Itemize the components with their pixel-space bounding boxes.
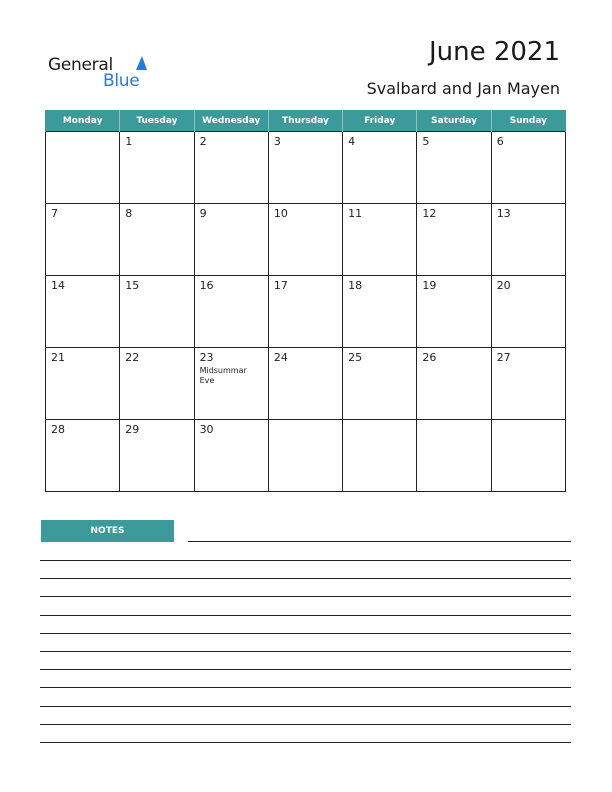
calendar-day-cell[interactable] [268,348,342,420]
weekday-header: Thursday [268,110,342,132]
day-number: 20 [496,279,511,292]
calendar-day-cell[interactable] [194,420,268,492]
calendar-day-cell[interactable] [343,348,417,420]
day-number: 26 [422,351,437,364]
calendar-day-cell[interactable] [46,132,120,204]
weekday-header: Wednesday [194,110,268,132]
day-number: 25 [348,351,363,364]
day-number: 3 [273,135,281,148]
notes-label: NOTES [41,520,174,542]
day-number: 5 [422,135,430,148]
calendar-day-cell[interactable] [268,132,342,204]
notes-line [40,687,571,688]
day-number: 23 [199,351,214,364]
calendar-day-cell[interactable] [417,420,491,492]
calendar-week-row [46,204,566,276]
calendar-day-cell[interactable] [268,204,342,276]
notes-line [40,724,571,725]
day-number: 24 [273,351,288,364]
weekday-header: Monday [46,110,120,132]
day-number: 13 [496,207,511,220]
day-number: 1 [125,135,133,148]
weekday-header: Sunday [491,110,565,132]
calendar-day-cell[interactable] [343,276,417,348]
day-number: 6 [496,135,504,148]
calendar-week-row [46,348,566,420]
page-subtitle: Svalbard and Jan Mayen [366,79,560,98]
day-number: 28 [51,423,65,436]
day-number: 22 [125,351,140,364]
calendar-day-cell[interactable] [120,420,194,492]
calendar-day-cell[interactable] [491,132,565,204]
day-number: 19 [422,279,437,292]
weekday-header: Tuesday [120,110,194,132]
logo-flag-icon [136,56,147,70]
calendar-day-cell[interactable] [46,420,120,492]
calendar-day-cell[interactable] [491,276,565,348]
calendar-day-cell[interactable] [417,348,491,420]
calendar-day-cell[interactable] [491,348,565,420]
day-number: 8 [125,207,133,220]
calendar-day-cell[interactable] [417,276,491,348]
day-number: 4 [348,135,356,148]
notes-line [40,560,571,561]
day-number: 17 [273,279,288,292]
notes-line [40,651,571,652]
calendar-day-cell[interactable] [417,204,491,276]
calendar-day-cell[interactable] [120,348,194,420]
day-number: 12 [422,207,437,220]
calendar-day-cell[interactable] [491,204,565,276]
notes-line [40,742,571,743]
day-number: 10 [273,207,288,220]
calendar-day-cell[interactable] [120,276,194,348]
calendar-day-cell[interactable] [343,204,417,276]
calendar-day-cell[interactable] [194,204,268,276]
calendar-week-row [46,420,566,492]
calendar-day-cell[interactable] [194,348,268,420]
day-number: 7 [51,207,58,220]
calendar-week-row [46,276,566,348]
day-number: 14 [51,279,65,292]
calendar-day-cell[interactable] [268,420,342,492]
day-number: 16 [199,279,214,292]
calendar-day-cell[interactable] [194,132,268,204]
page-title: June 2021 [428,37,560,67]
weekday-header: Friday [343,110,417,132]
calendar-grid [45,110,566,492]
day-number: 11 [348,207,363,220]
calendar-day-cell[interactable] [46,204,120,276]
weekday-header-row [46,110,566,132]
day-number: 2 [199,135,207,148]
calendar-day-cell[interactable] [120,204,194,276]
notes-line [40,633,571,634]
notes-line [188,541,571,542]
calendar-day-cell[interactable] [120,132,194,204]
notes-line [40,596,571,597]
calendar-week-row [46,132,566,204]
calendar-day-cell[interactable] [491,420,565,492]
day-number: 21 [51,351,65,364]
calendar-day-cell[interactable] [417,132,491,204]
calendar-day-cell[interactable] [268,276,342,348]
logo [48,52,148,92]
calendar-day-cell[interactable] [46,348,120,420]
notes-line [40,578,571,579]
notes-line [40,669,571,670]
calendar-day-cell[interactable] [194,276,268,348]
logo-text-general: General [48,55,113,75]
holiday-event: Midsummar Eve [199,366,247,385]
calendar-day-cell[interactable] [343,132,417,204]
day-number: 9 [199,207,207,220]
calendar-day-cell[interactable] [46,276,120,348]
logo-text-blue: Blue [103,71,140,91]
calendar-day-cell[interactable] [343,420,417,492]
day-number: 29 [125,423,140,436]
notes-line [40,615,571,616]
day-number: 18 [348,279,363,292]
day-number: 15 [125,279,140,292]
notes-line [40,706,571,707]
day-number: 27 [496,351,511,364]
weekday-header: Saturday [417,110,491,132]
day-number: 30 [199,423,214,436]
